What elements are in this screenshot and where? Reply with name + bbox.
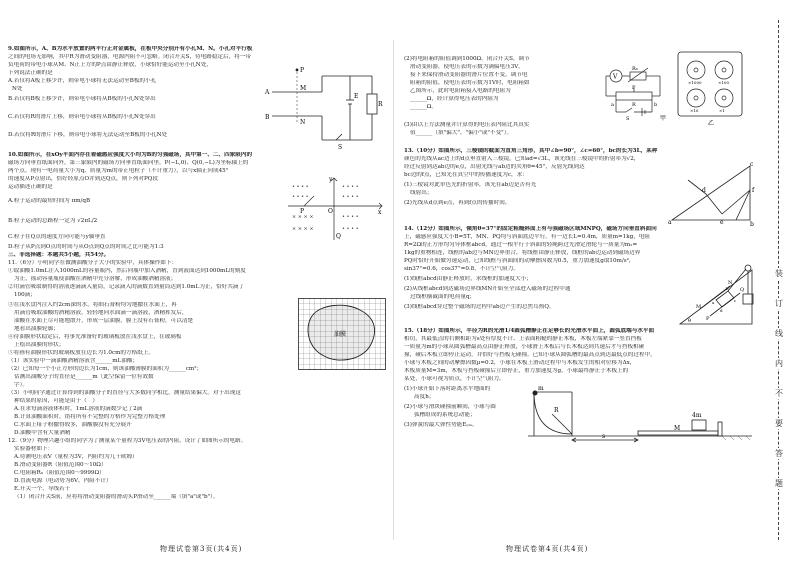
- q9-label-n: N: [300, 119, 306, 126]
- q14-incline-figure: [676, 260, 756, 328]
- q14-part-2: (2)从线框abcd到达磁场边界线MN开始至全部进入磁场的过程中通: [404, 286, 571, 292]
- q9-line-3: 下列说法正确的是: [8, 70, 53, 76]
- q13-prism-figure: [666, 160, 756, 226]
- q14-part-1: (1)线框abcd由静止释放时，求线框的加速度大小；: [404, 276, 532, 282]
- q10-line-2: 两个点。现有一电荷量大小为q、质量为m的带正电粒子（不计重力），以与x轴正向成45°: [8, 168, 229, 174]
- q9-label-s: S: [338, 144, 343, 151]
- svg-text:• • • •: • • • •: [292, 194, 309, 200]
- q13-label-f: f: [752, 187, 755, 194]
- q14-label-q: Q: [740, 287, 745, 293]
- q15-line-5: 木板质量M=3m，木板与挡板碰撞后立即停止，重力加速度为g，小球最终静止于木板上的: [404, 368, 629, 374]
- q11-option-a: A.在求每滴溶液体积时，1mL溶液的滴数少记了2滴: [14, 406, 143, 412]
- q14-label-m: M: [696, 304, 702, 310]
- q11-line-14: 估测出油酸分子的直径是______m（此空保留一位有效数: [14, 374, 154, 380]
- q14-line-1: 上，磁感应强度大小B=5T，MN、PQ均与斜面底边平行。有一边长L=0.4m，质量m=1kg，电阻: [404, 234, 650, 240]
- q14-label-a: a: [712, 300, 715, 305]
- q10-line-3: 的速度从P点射出，恰好经原点O并到达Q点，则下列对PQ段: [8, 176, 158, 182]
- q15-part-1: (1)小球开始下落时距离水平地面的: [404, 386, 491, 392]
- binding-char-2: 线: [764, 328, 794, 339]
- q9-option-b: B.若仅将B板上移少许，则带电小球将从B板的小孔N处穿出: [8, 96, 156, 102]
- q12-label-p: P: [632, 85, 636, 91]
- q9-option-a-cont: N处: [12, 86, 23, 92]
- q14-label-b: b: [726, 286, 729, 291]
- q11-option-c: C.水面上痱子粉撒得较多，油酸膜没有充分展开: [14, 422, 132, 428]
- q10-label-o: O: [328, 208, 333, 215]
- q13-line-0: 13.（10分）如图所示，三棱镜的截面为直角三角形，其中∠b=90°，∠c=60°，bc的长为3L，某种: [404, 148, 658, 154]
- q11-line-12: （1）该实验中一滴油酸酒精溶液含______mL油酸；: [8, 358, 139, 364]
- q12-part-2-line-6: ______Ω。: [410, 104, 438, 110]
- q12-dial-x10: ×10: [690, 108, 699, 113]
- page-divider: [393, 40, 394, 540]
- q11-line-16: （3）小明同学通过计算得到的油酸分子的直径与大多数同学相比，测量结果偏大。对于出现这: [8, 390, 241, 396]
- svg-text:• • • •: • • • •: [292, 184, 309, 190]
- q11-line-1: ①取油酸1.0mL注入1000mL的容量瓶内，然后向瓶中加入酒精，直到液面达到1000mL的刻度: [8, 268, 246, 274]
- binding-char-4: 不: [764, 388, 794, 399]
- q12-line-0: 12.（9分）物理兴趣小组的同学为了测量某个量程为3V电压表的内阻，设计了如图所示的电路。: [8, 438, 247, 444]
- q12-part-3-line-0: (3)由以上方法测量并计算得的电压表内阻比其真实: [404, 122, 530, 128]
- q9-label-r: R: [378, 101, 383, 108]
- q12-label-r0: R₀: [632, 66, 638, 72]
- q12-label-a: a: [611, 102, 614, 108]
- svg-text:• • • •: • • • •: [342, 184, 359, 190]
- svg-text:× × × ×: × × × ×: [292, 226, 314, 232]
- q12-label-s: S: [626, 116, 630, 122]
- q11-oil-film-grid-figure: [298, 298, 386, 370]
- q10-option-d: D.粒子从P点到O点的时间与从O点到Q点的时间之比可能为1:3: [8, 244, 164, 250]
- q15-part-3: (3)弹簧的最大弹性势能Eₚₘ。: [404, 422, 478, 428]
- q15-arc-track-figure: [526, 384, 754, 444]
- q12-line-1: 实验器材如下：: [14, 446, 54, 452]
- q9-circuit-figure: [262, 64, 386, 152]
- svg-text:• • • •: • • • •: [342, 194, 359, 200]
- q12-label-b: b: [654, 102, 658, 108]
- q13-label-e: e: [720, 219, 724, 226]
- q14-label-d: d: [720, 308, 723, 313]
- q9-label-e: E: [354, 93, 359, 100]
- left-page-footer: 物理试卷第3页(共4页): [160, 545, 243, 553]
- q13-line-2: 经过反射到达ab边的e点，出射光线与ab边的夹角θ=45°，反射光线到达: [404, 164, 585, 170]
- q12-part-2-line-1: 滑动变阻器，使电压表的示数为满偏电压3V。: [410, 64, 524, 70]
- binding-dashed-line: [778, 20, 779, 540]
- right-page-footer: 物理试卷第4页(共4页): [506, 545, 589, 553]
- section-3-heading: 三、非选择题：本题共5小题，共54分。: [8, 252, 110, 258]
- q9-option-a: A.若仅将A板上移少许，则带电小球将无法运动至B板的小孔: [8, 78, 157, 84]
- q15-line-2: 一质量为m的小球从圆弧槽最高点由静止释放，小球滑上木板后与长木板达到共速后才与挡板相碰: [404, 344, 645, 350]
- q12-dial-x1: ×1: [719, 108, 725, 113]
- q14-part-2-cont: 过线框横截面的电荷量q；: [410, 294, 476, 300]
- q9-option-d: D.若仅将R的滑片下移，则带电小球将无法运动至B板的小孔N处: [8, 132, 168, 138]
- q12-part-2-line-2: 接下来保持滑动变阻器的滑片位置不变，调节电: [410, 72, 528, 78]
- q14-label-p: P: [706, 316, 710, 322]
- q14-part-3: (3)线框abcd穿过整个磁场的过程中ab边产生的总焦耳热Q。: [404, 304, 555, 310]
- q14-line-0: 14.（12分）如图所示，倾角θ=37°的固定粗糙斜面上有与强磁场区域MNPQ，磁场方向垂直斜面向: [404, 226, 657, 232]
- q11-option-d: D.油酸中含有大量酒精: [14, 430, 71, 436]
- binding-char-1: 订: [764, 298, 794, 309]
- q11-label-film: 油膜: [334, 331, 347, 338]
- q11-line-5: ③在浅水盘内注入约2cm深的水，将细石膏粉均匀地撒在水面上，再: [8, 302, 177, 308]
- q12-equipment-c: C.电阻箱R₀（阻值范围0～9999Ω）: [14, 470, 105, 476]
- q10-line-4: 运动描述正确的是: [8, 184, 53, 190]
- q11-line-10: 上绘出油膜的形状；: [14, 342, 65, 348]
- q9-label-m: M: [300, 85, 307, 92]
- q13-label-a: a: [668, 219, 672, 226]
- q12-equipment-e: E.开关一个，导线若干: [14, 486, 71, 492]
- q10-line-1: 磁场方向垂直纸面向外，第三象限内的磁场方向垂直纸面向里。P(−L,0)、Q(0,−L)为坐标轴上的: [8, 160, 249, 166]
- q15-part-2-cont: 弧槽组成的系统总动能；: [414, 412, 476, 418]
- q13-part-1-cont: 线射出；: [410, 190, 433, 196]
- q14-line-4: PQ时恰好开始做匀速运动，已知线框与斜面间的动摩擦因数为0.5，重力加速度g取10m/s²，: [404, 258, 635, 264]
- q11-line-15: 字）。: [14, 382, 28, 388]
- q12-dial-x100: ×100: [718, 80, 729, 85]
- q15-part-1-cont: 高度h；: [414, 394, 435, 400]
- q14-line-3: 1kg的重物相连，线框的ab边与MN边界重合，将线框由静止释放，线框的ab边运动到磁场边界: [404, 250, 641, 256]
- q12-part-1: （1）闭合开关S前，应将将滑动变阻器的滑动头P滑动至______端（填"a"或"b"）。: [14, 494, 219, 500]
- right-page: [396, 0, 758, 562]
- q11-line-3: ②用滴管吸取制得的溶液逐滴滴入量筒，记录滴入的滴数直到量筒达到1.0mL为止，恰好共滴了: [8, 284, 245, 290]
- svg-text:• • • •: • • • •: [342, 214, 359, 220]
- q15-line-1: 相切，其最低点的右侧相距为s处有厚度不计、上表面粗糙的静止木板，木板左端紧靠一竖直挡板: [404, 336, 642, 342]
- q10-option-a: A.粒子运动的最短时间为 πm/qB: [8, 198, 91, 204]
- q11-line-2: 为止，摇动容量瓶使油酸在酒精中充分溶解，形成油酸酒精溶液；: [14, 276, 177, 282]
- q11-line-0: 11.（6分）小明同学在做测油酸分子大小的实验中，具体操作如下：: [8, 260, 178, 266]
- binding-char-0: 装: [764, 268, 794, 279]
- q12-part-2-line-3: 阻箱的阻值，使电压表的示数为1V时，电阻箱如: [410, 80, 530, 86]
- q12-label-jia: 甲: [660, 115, 667, 122]
- q12-label-v: V: [613, 73, 618, 81]
- q11-option-b: B.计算油酸面积时，错将所有不完整的方格作为完整方格处理: [14, 414, 166, 420]
- q12-part-2-line-5: ______Ω，经计算得电压表的内阻为: [410, 96, 499, 102]
- q9-line-0: 9.如图所示，A、B为水平放置的两平行正对金属板，在板中央分别开有小孔M、N。小孔对平行板: [8, 46, 253, 52]
- left-page: [0, 0, 392, 562]
- q13-label-b: b: [750, 221, 754, 226]
- svg-text:× × × ×: × × × ×: [292, 214, 314, 220]
- q13-label-c: c: [750, 161, 754, 168]
- q10-magnetic-field-figure: [284, 176, 386, 242]
- q12-dial-x1000: ×1000: [688, 80, 702, 85]
- q11-line-9: ④待油膜形状稳定后，将事先准备好的玻璃板放在浅水盘上，在玻璃板: [8, 334, 182, 340]
- q12-equipment-a: A.待测电压表V（量程为3V，内阻约为几千欧姆）: [14, 454, 138, 460]
- q13-line-3: bc边的f点，已知光在真空中的传播速度为c，求：: [404, 172, 528, 178]
- q15-label-r: R: [554, 407, 559, 414]
- q10-option-b: B.粒子运动的总路程一定为 √2πL/2: [8, 218, 98, 224]
- q15-line-0: 15.（18分）如图所示，半径为R的光滑1/4圆弧槽静止在足够长的光滑水平面上，圆弧底端与水平面: [404, 328, 655, 334]
- q10-option-c: C.粒子在Q点的速度方向可能与y轴垂直: [8, 234, 106, 240]
- q11-line-7: 油酸在水面上尽可能地散开，形成一层油膜，膜上没有石膏粉，可以清楚: [14, 318, 194, 324]
- binding-char-6: 答: [764, 448, 794, 459]
- q13-line-1: 颜色的光线从ac边上的d点垂直射入三棱镜，已知ad=√3L，该光线在三棱镜中的折射率为√2，: [404, 156, 640, 162]
- q9-line-2: 负电荷的带电小球从M、N正上方的P点由静止释放，小球恰好能运动至小孔N处，: [8, 62, 212, 68]
- q10-label-y: y: [329, 176, 333, 183]
- q13-part-2: (2)光线从d点到e点，再到f点的传播时间。: [404, 200, 511, 206]
- q15-line-3: 撞，碰后木板立即停止运动，并恰好与挡板无碰撞。已知小球从圆弧槽的最高点到达最低点的过程中，: [404, 352, 656, 358]
- q11-line-11: ⑤将画有油膜形状的玻璃板放在边长为1.0cm的方格纸上。: [8, 350, 154, 356]
- svg-text:• • • •: • • • •: [342, 226, 359, 232]
- q10-label-q: Q: [336, 233, 341, 240]
- q12-part-2-line-4: 乙图所示，此时电阻箱接入电路的电阻为: [410, 88, 511, 94]
- q12-label-r: R: [632, 102, 636, 108]
- q11-line-8: 地看出油膜轮廓；: [14, 326, 59, 332]
- q9-option-c: C.若仅将R的滑片上移，则带电小球将从B板的小孔N处穿出: [8, 114, 156, 120]
- q13-part-1: (1)三棱镜对此单色光的折射率，该光在ab边是否有光: [404, 182, 537, 188]
- q11-line-4: 100滴；: [14, 292, 36, 298]
- binding-margin: [764, 0, 794, 562]
- q14-label-c: c: [734, 298, 737, 303]
- q14-label-n: N: [728, 280, 733, 286]
- q9-line-1: 之间的电场无影响，其中R为滑动变阻器，电源内阻不可忽略。闭合开关S，待电路稳定后，将一带: [8, 54, 251, 60]
- q9-label-a: A: [265, 89, 270, 96]
- q15-part-2: (2)小球与滑块碰撞前瞬间，小球与圆: [404, 404, 496, 410]
- q9-label-p: P: [300, 67, 305, 74]
- q10-line-0: 10.如图所示，在xOy平面内存在着磁感应强度大小均为B的匀强磁场，其中第一、二、四象限内的: [8, 152, 253, 158]
- q12-equipment-d: D.直流电源（电动势为6V，内阻不计）: [14, 478, 112, 484]
- q15-line-6: 某处，小球可视为质点，不计空气阻力。: [404, 376, 505, 382]
- q15-line-4: 小球与木板之间的动摩擦因数μ=0.2，小球在木板上滑动过程中与木板发生的相对位移为Δx，: [404, 360, 636, 366]
- q15-label-board-mass: M: [674, 425, 681, 432]
- q14-label-theta: θ: [688, 318, 692, 324]
- binding-char-5: 要: [764, 418, 794, 429]
- q12-resistance-box-figure-yi: [676, 50, 748, 128]
- q9-label-b: B: [265, 114, 270, 121]
- binding-char-3: 内: [764, 358, 794, 369]
- q12-equipment-b: B.滑动变阻器R（阻值范围0～10Ω）: [14, 462, 107, 468]
- q15-label-s: s: [602, 433, 606, 440]
- binding-char-7: 题: [764, 478, 794, 489]
- q11-line-13: （2）已知每一个小正方形的边长为1cm，则该油酸薄膜的面积为______cm²；: [8, 366, 203, 372]
- q10-label-x: x: [378, 209, 382, 216]
- q12-label-yi: 乙: [708, 120, 715, 127]
- q11-line-17: 种结果的原因，可能是由于（ ）: [14, 398, 98, 404]
- q14-line-5: sin37°=0.6，cos37°=0.8，不计空气阻力。: [404, 266, 519, 272]
- q12-part-3-line-1: 值______（填"偏大"、"偏小"或"不变"）。: [410, 130, 513, 136]
- q15-label-m: m: [538, 385, 544, 392]
- q14-line-2: R=2Ω的正方形均匀导体框abcd，通过一根平行于斜面的轻绳跨过光滑定滑轮与一质量为m₂=: [404, 242, 638, 248]
- q11-line-6: 用滴管吸取油酸的酒精溶液，轻轻地向水面滴一滴溶液，酒精挥发后，: [14, 310, 188, 316]
- q10-label-p: P: [300, 208, 305, 215]
- q12-part-2-line-0: (2)将电阻箱的阻值调到1000Ω，闭合开关S，调节: [404, 56, 530, 62]
- q12-circuit-figure-jia: [602, 62, 672, 122]
- q15-label-block-mass: 4m: [692, 412, 702, 419]
- q13-label-d: d: [702, 187, 706, 194]
